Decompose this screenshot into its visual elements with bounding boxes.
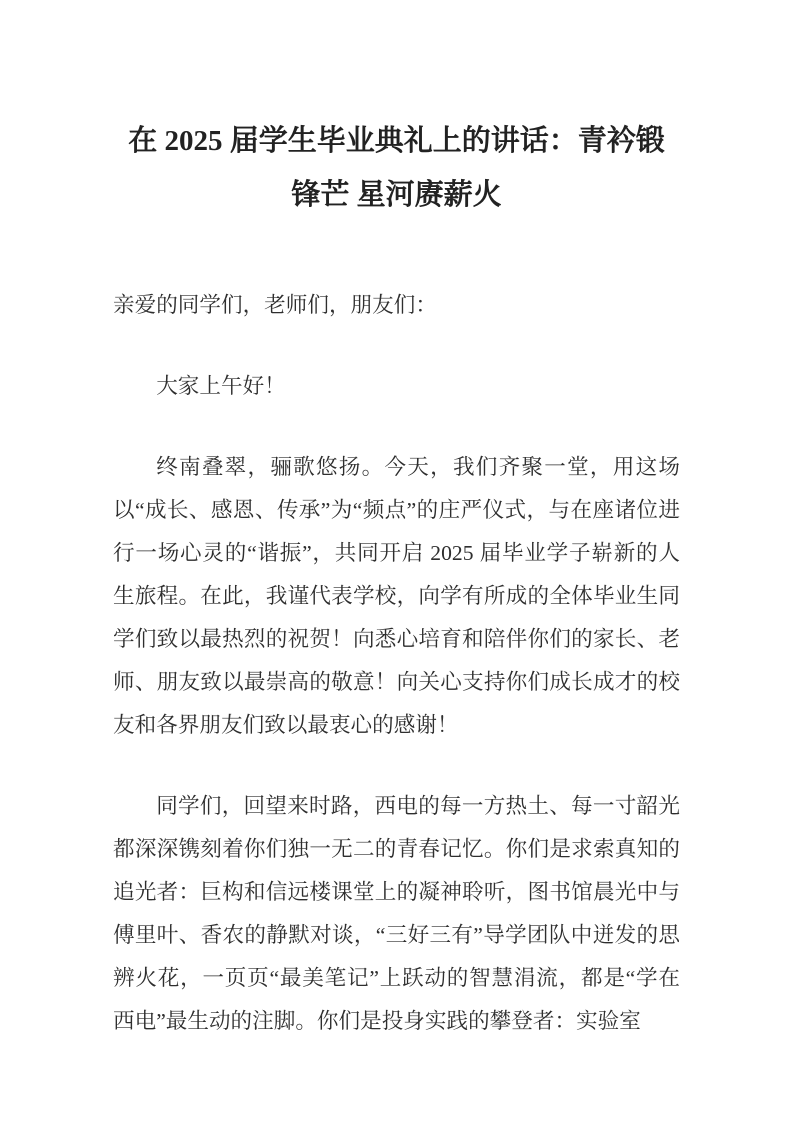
salutation-paragraph: 亲爱的同学们，老师们，朋友们： xyxy=(113,293,437,317)
body-paragraph-opening: 终南叠翠，骊歌悠扬。今天，我们齐聚一堂，用这场以“成长、感恩、传承”为“频点”的庄严仪式，与在座诸位进行一场心灵的“谐振”，共同开启 2025 届毕业学子崭新的人生旅程。在此，我谨代表学校，向学有所成的全体毕业生同学们致以最热烈的祝贺！向悉心培育和陪伴你们的家长、老师、朋友致以最崇高的敬意！向关心支持你们成长成才的校友和各界朋友们致以最衷心的感谢！ xyxy=(113,455,680,737)
greeting-paragraph: 大家上午好！ xyxy=(156,374,286,398)
body-paragraph-memories: 同学们，回望来时路，西电的每一方热土、每一寸韶光都深深镌刻着你们独一无二的青春记忆。你们是求索真知的追光者：巨构和信远楼课堂上的凝神聆听，图书馆晨光中与傅里叶、香农的静默对谈，“三好三有”导学团队中迸发的思辨火花，一页页“最美笔记”上跃动的智慧涓流，都是“学在西电”最生动的注脚。你们是投身实践的攀登者：实验室 xyxy=(113,794,680,1033)
document-title xyxy=(113,114,680,222)
title-line-2: 锋芒 星河赓薪火 xyxy=(291,179,502,211)
title-line-1: 在 2025 届学生毕业典礼上的讲话：青衿锻 xyxy=(128,125,665,157)
